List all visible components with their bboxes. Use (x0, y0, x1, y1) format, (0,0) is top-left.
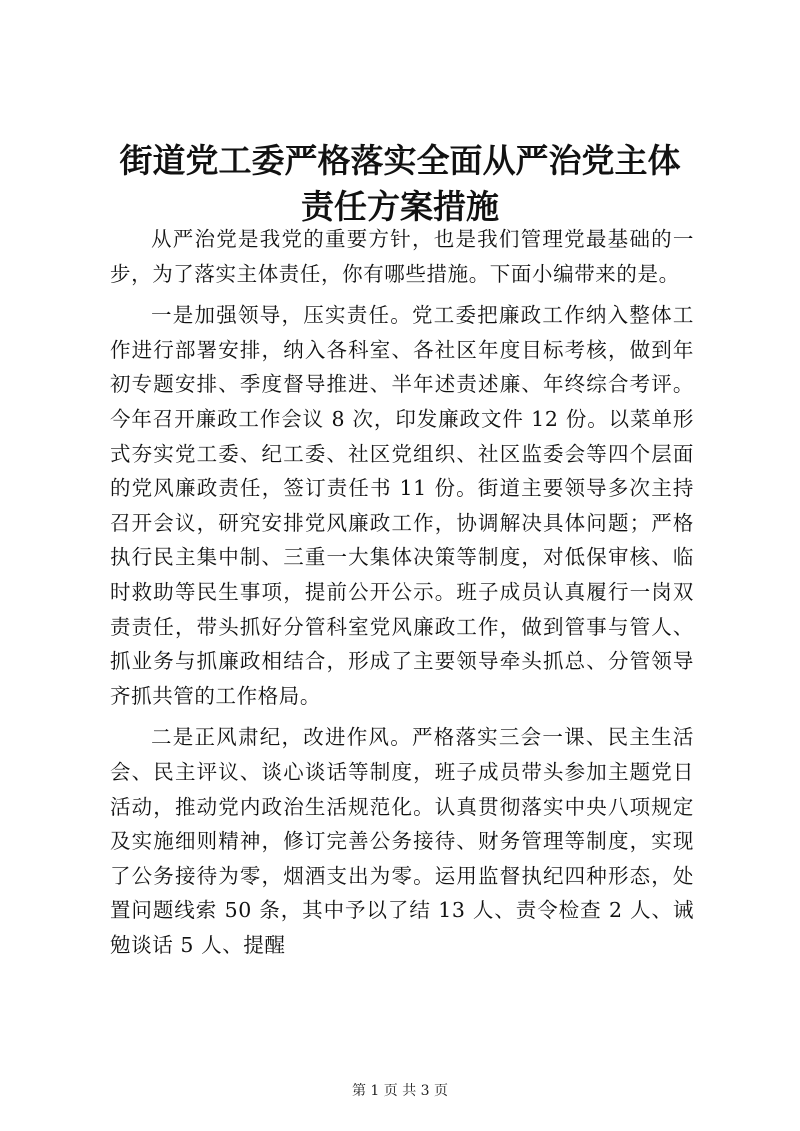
paragraph-strengthen-leadership: 一是加强领导，压实责任。党工委把廉政工作纳入整体工作进行部署安排，纳入各科室、各社区年度目标考核，做到年初专题安排、季度督导推进、半年述责述廉、年终综合考评。今年召开廉政工作会议 8 次，印发廉政文件 12 份。以菜单形式夯实党工委、纪工委、社区党组织、社区监委会等四个层面的党风廉政责任，签订责任书 11 份。街道主要领导多次主持召开会议，研究安排党风廉政工作，协调解决具体问题；严格执行民主集中制、三重一大集体决策等制度，对低保审核、临时救助等民生事项，提前公开公示。班子成员认真履行一岗双责责任，带头抓好分管科室党风廉政工作，做到管事与管人、抓业务与抓廉政相结合，形成了主要领导牵头抓总、分管领导齐抓共管的工作格局。 (110, 303, 694, 708)
page-number: 第 1 页 共 3 页 (351, 1083, 449, 1099)
paragraph-rectify-discipline: 二是正风肃纪，改进作风。严格落实三会一课、民主生活会、民主评议、谈心谈话等制度，班子成员带头参加主题党日活动，推动党内政治生活规范化。认真贯彻落实中央八项规定及实施细则精神，修订完善公务接待、财务管理等制度，实现了公务接待为零，烟酒支出为零。运用监督执纪四种形态，处置问题线索 50 条，其中予以了结 13 人、责令检查 2 人、诫勉谈话 5 人、提醒 (110, 725, 694, 957)
paragraph-intro: 从严治党是我党的重要方针，也是我们管理党最基础的一步，为了落实主体责任，你有哪些措施。下面小编带来的是。 (110, 227, 694, 286)
document-title: 街道党工委严格落实全面从严治党主体责任方案措施 (119, 141, 681, 226)
document-body (110, 222, 694, 969)
